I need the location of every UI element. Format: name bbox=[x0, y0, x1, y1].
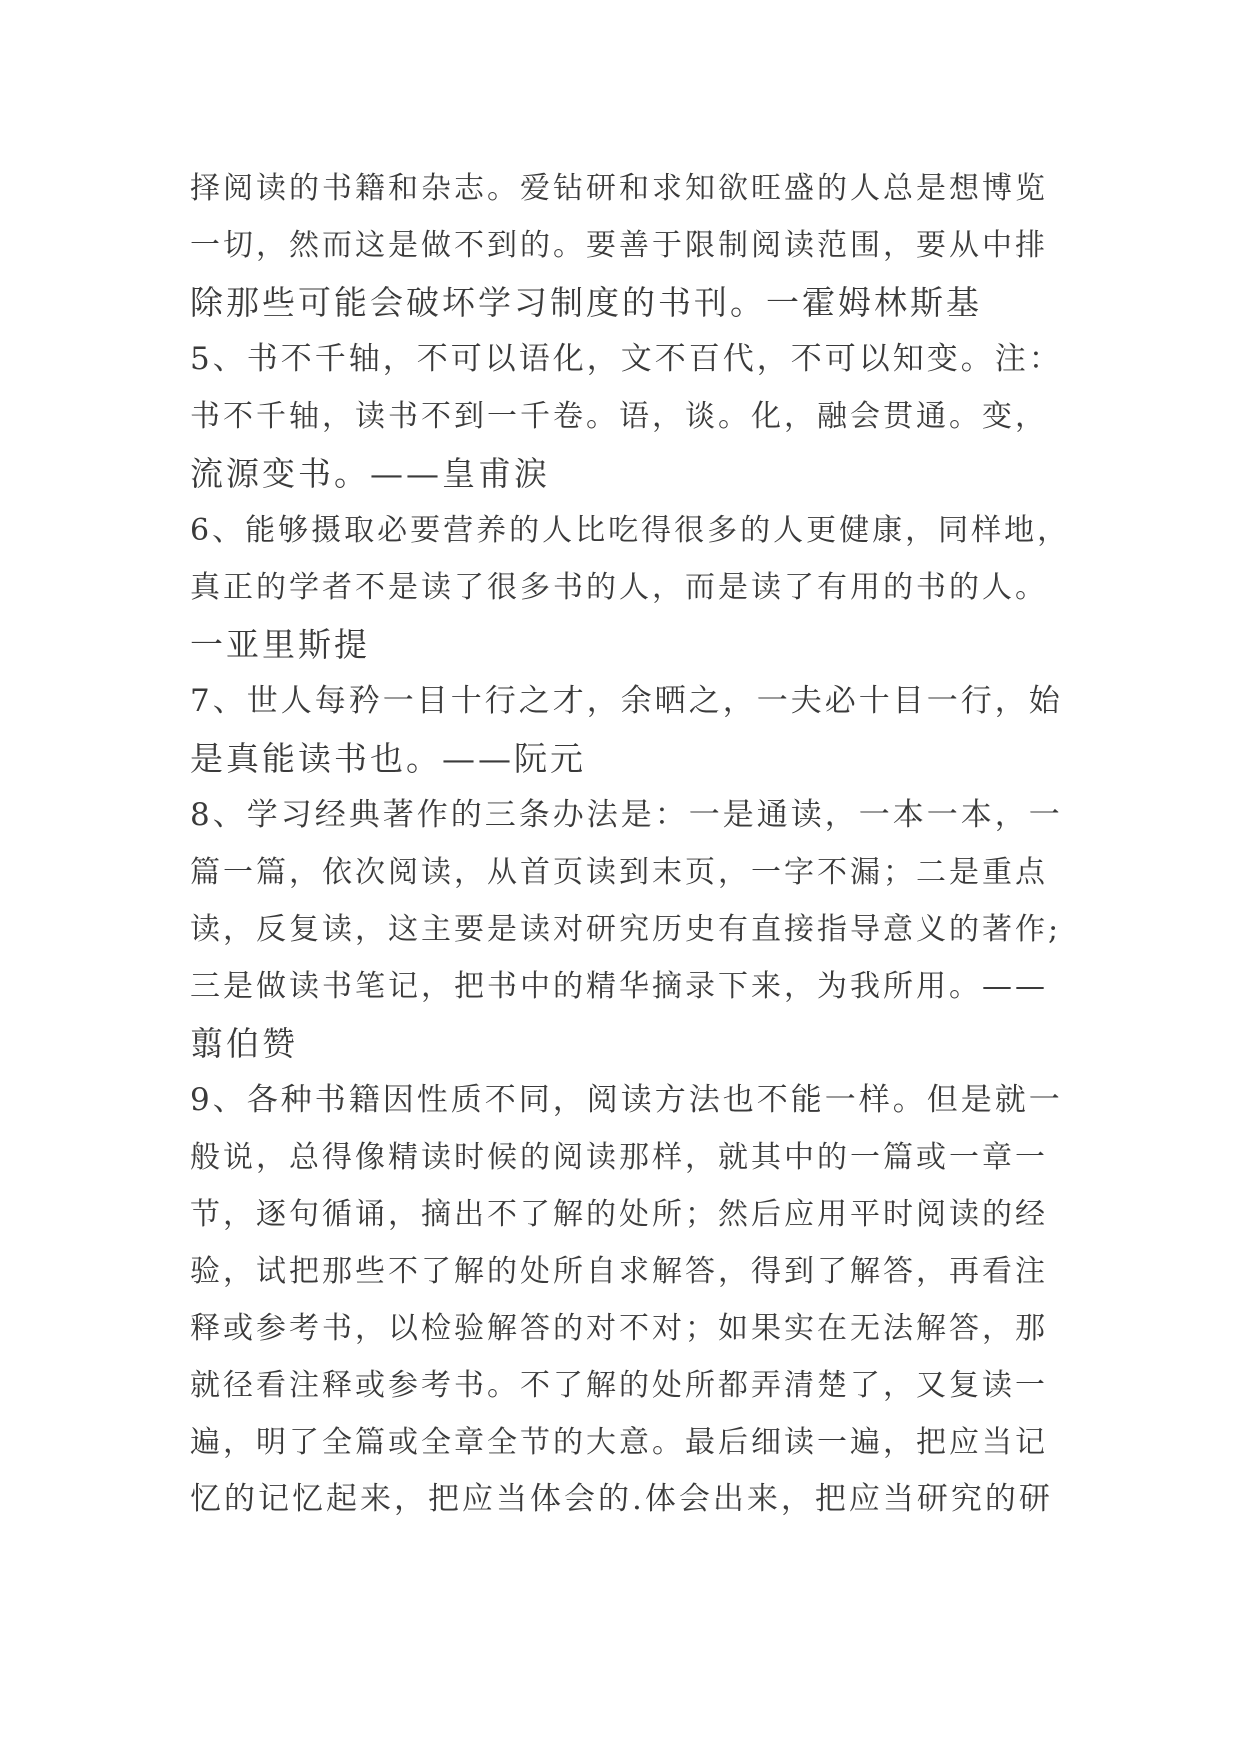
text-line: 5、书不千轴，不可以语化，文不百代，不可以知变。注： bbox=[190, 341, 1063, 377]
text-line: 忆的记忆起来，把应当体会的.体会出来，把应当研究的研 bbox=[190, 1481, 1053, 1517]
text-line: 流源变书。——皇甫涙 bbox=[190, 454, 550, 493]
text-line: 除那些可能会破坏学习制度的书刊。一霍姆林斯基 bbox=[190, 283, 982, 322]
text-line: 一亚里斯提 bbox=[190, 625, 370, 664]
text-line: 择阅读的书籍和杂志。爱钻研和求知欲旺盛的人总是想博览 bbox=[190, 171, 1048, 206]
text-line: 般说，总得像精读时候的阅读那样，就其中的一篇或一章一 bbox=[190, 1140, 1048, 1175]
text-line: 节，逐句循诵，摘出不了解的处所；然后应用平时阅读的经 bbox=[190, 1197, 1048, 1232]
text-line: 是真能读书也。——阮元 bbox=[190, 739, 586, 778]
text-line: 篇一篇，依次阅读，从首页读到末页，一字不漏；二是重点 bbox=[190, 855, 1048, 890]
text-line: 验，试把那些不了解的处所自求解答，得到了解答，再看注 bbox=[190, 1254, 1048, 1289]
text-line: 真正的学者不是读了很多书的人，而是读了有用的书的人。 bbox=[190, 570, 1048, 605]
text-line: 8、学习经典著作的三条办法是：一是通读，一本一本，一 bbox=[190, 797, 1063, 833]
text-line: 7、世人每矜一目十行之才，余晒之，一夫必十目一行，始 bbox=[190, 683, 1063, 719]
text-line: 就径看注释或参考书。不了解的处所都弄清楚了，又复读一 bbox=[190, 1368, 1048, 1403]
text-line: 三是做读书笔记，把书中的精华摘录下来，为我所用。—— bbox=[190, 969, 1048, 1004]
text-line: 读，反复读，这主要是读对研究历史有直接指导意义的著作; bbox=[190, 912, 1062, 947]
text-line: 6、能够摄取必要营养的人比吃得很多的人更健康，同样地， bbox=[190, 513, 1071, 548]
body-text bbox=[190, 160, 1070, 1528]
text-line: 释或参考书，以检验解答的对不对；如果实在无法解答，那 bbox=[190, 1311, 1048, 1346]
text-line: 遍，明了全篇或全章全节的大意。最后细读一遍，把应当记 bbox=[190, 1425, 1048, 1460]
text-line: 一切，然而这是做不到的。要善于限制阅读范围，要从中排 bbox=[190, 228, 1048, 263]
text-line: 书不千轴，读书不到一千卷。语，谈。化，融会贯通。变， bbox=[190, 399, 1048, 434]
text-line: 9、各种书籍因性质不同，阅读方法也不能一样。但是就一 bbox=[190, 1082, 1063, 1118]
text-line: 翦伯赞 bbox=[190, 1024, 298, 1063]
